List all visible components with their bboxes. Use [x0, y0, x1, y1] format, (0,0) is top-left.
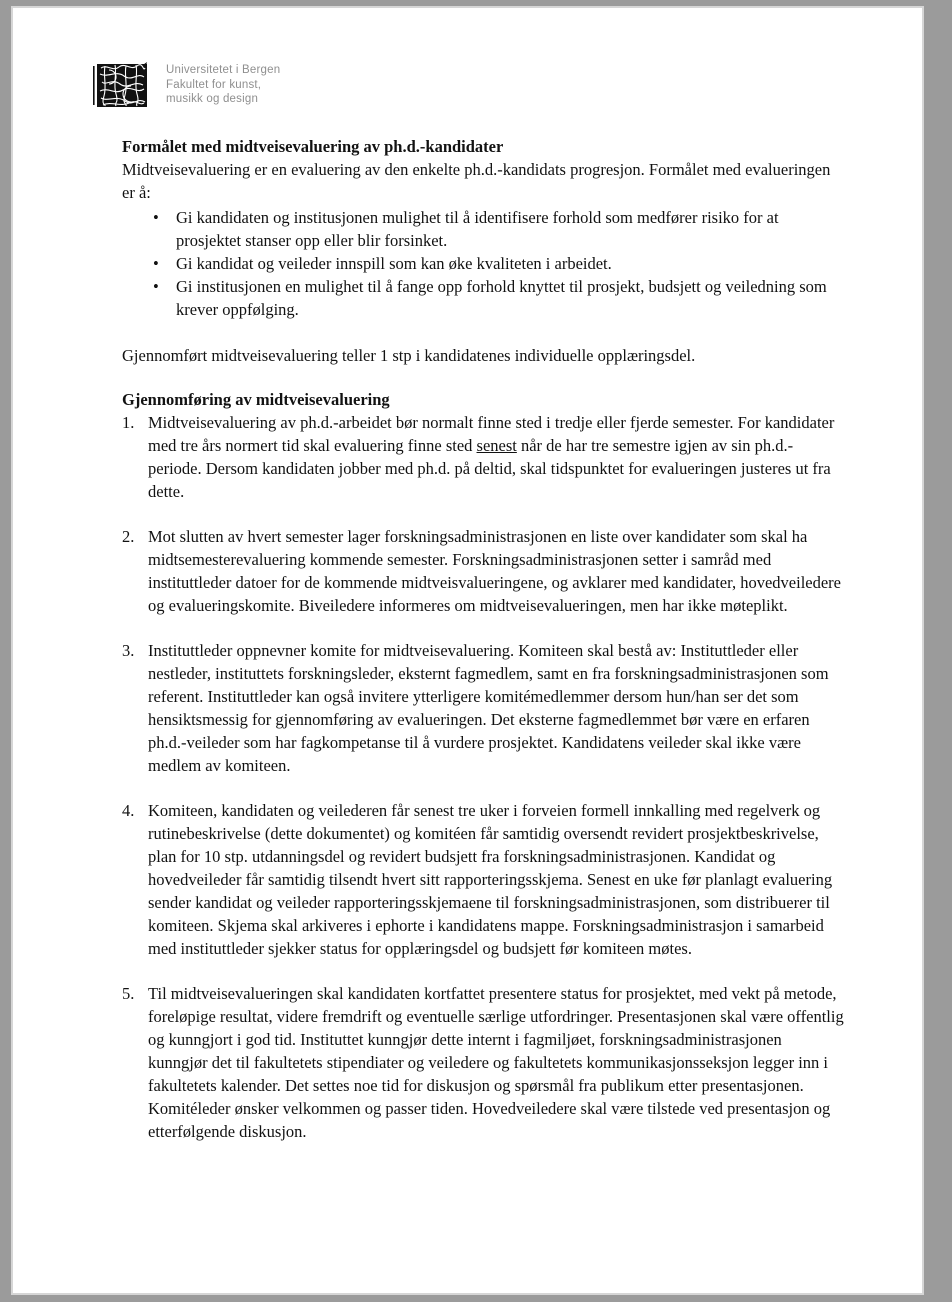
item-number: 5. [122, 984, 135, 1003]
logo-org-name: Universitetet i Bergen [166, 64, 281, 76]
bullet-text: Gi kandidat og veileder innspill som kan øke kvaliteten i arbeidet. [176, 254, 612, 273]
item-text-underlined: senest [476, 436, 517, 455]
bullet-item [122, 252, 845, 275]
item-number: 3. [122, 641, 135, 660]
credit-note-paragraph: Gjennomført midtveisevaluering teller 1 stp i kandidatenes individuelle opplæringsdel. [122, 346, 696, 365]
item-text: Mot slutten av hvert semester lager forskningsadministrasjonen en liste over kandidater som skal ha midtsemesterevaluering kommende semester. Forskningsadministrasjonen setter i samråd med instituttleder datoer for de kommende midtveisvalueringene, og avklarer med kandidater, hovedveiledere og evalueringskomite. Biveiledere informeres om midtveisevalueringen, men har ikke møteplikt. [148, 527, 841, 615]
document-page [13, 8, 922, 1293]
numbered-item-3 [122, 639, 845, 777]
bullet-marker: • [153, 208, 159, 227]
uib-seal-icon [93, 62, 149, 109]
bullet-item [122, 206, 845, 252]
item-text: Til midtveisevalueringen skal kandidaten kortfattet presentere status for prosjektet, med vekt på metode, foreløpige resultat, videre fremdrift og eventuelle særlige utfordringer. Presentasjonen skal være offentlig og kunngjort i god tid. Instituttet kunngjør dette internt i fagmiljøet, forskningsadministrasjonen kunngjør det til fakultetets stipendiater og veiledere og fakultetets kommunikasjonsseksjon legger inn i fakultetets kalender. Det settes noe tid for diskusjon og spørsmål fra publikum etter presentasjonen. Komitéleder ønsker velkommen og passer tiden. Hovedveiledere skal være tilstede ved presentasjon og etterfølgende diskusjon. [148, 984, 844, 1141]
logo-faculty-line2: musikk og design [166, 93, 259, 105]
implementation-numbered-list [122, 411, 845, 1143]
purpose-bullet-list [122, 206, 845, 321]
numbered-item-1 [122, 411, 845, 503]
numbered-item-2 [122, 525, 845, 617]
purpose-intro-paragraph: Midtveisevaluering er en evaluering av den enkelte ph.d.-kandidats progresjon. Formålet med evalueringen er å: [122, 160, 831, 202]
item-text: Instituttleder oppnevner komite for midtveisevaluering. Komiteen skal bestå av: Instituttleder eller nestleder, instituttets forskningsleder, eksternt fagmedlem, samt en fra forskningsadministrasjonen som referent. Instituttleder kan også invitere ytterligere komitémedlemmer dersom hun/han ser det som hensiktsmessig for gjennomføring av evalueringen. Det eksterne fagmedlemmet bør være en erfaren ph.d.-veileder som har fagkompetanse til å vurdere prosjektet. Kandidatens veileder skal ikke være medlem av komiteen. [148, 641, 829, 775]
implementation-section-heading: Gjennomføring av midtveisevaluering [122, 390, 390, 409]
logo-wordmark [166, 63, 280, 107]
item-text: Komiteen, kandidaten og veilederen får senest tre uker i forveien formell innkalling med regelverk og rutinebeskrivelse (dette dokumentet) og komitéen får samtidig oversendt revidert prosjektbeskrivelse, plan for 10 stp. utdanningsdel og revidert budsjett fra forskningsadministrasjonen. Kandidat og hovedveileder får samtidig tilsendt hvert sitt rapporteringsskjema. Senest en uke før planlagt evaluering sender kandidat og veileder rapporteringsskjemaene til forskningsadministrasjonen, som distribuerer til komiteen. Skjema skal arkiveres i ephorte i kandidatens mappe. Forskningsadministrasjon i samarbeid med instituttleder sjekker status for opplæringsdel og budsjett før komiteen møtes. [148, 801, 833, 958]
bullet-marker: • [153, 254, 159, 273]
bullet-text: Gi kandidaten og institusjonen mulighet til å identifisere forhold som medfører risiko for at prosjektet stanser opp eller blir forsinket. [176, 208, 779, 250]
numbered-item-5 [122, 982, 845, 1143]
item-number: 4. [122, 801, 135, 820]
item-number: 2. [122, 527, 135, 546]
logo-faculty-line1: Fakultet for kunst, [166, 78, 262, 91]
bullet-marker: • [153, 277, 159, 296]
bullet-text: Gi institusjonen en mulighet til å fange opp forhold knyttet til prosjekt, budsjett og veiledning som krever oppfølging. [176, 277, 827, 319]
university-logo [93, 62, 280, 109]
item-text-before: Midtveisevaluering av ph.d.-arbeidet bør normalt finne sted i tredje eller fjerde semester. For kandidater med tre års normert tid skal evaluering finne sted [148, 413, 835, 455]
numbered-item-4 [122, 799, 845, 960]
purpose-section-heading: Formålet med midtveisevaluering av ph.d.-kandidater [122, 137, 504, 156]
item-text-after: når de har tre semestre igjen av sin ph.d.-periode. Dersom kandidaten jobber med ph.d. på deltid, skal tidspunktet for evalueringen justeres ut fra dette. [148, 436, 831, 501]
bullet-item [122, 275, 845, 321]
document-body [122, 135, 845, 1143]
item-number: 1. [122, 413, 135, 432]
